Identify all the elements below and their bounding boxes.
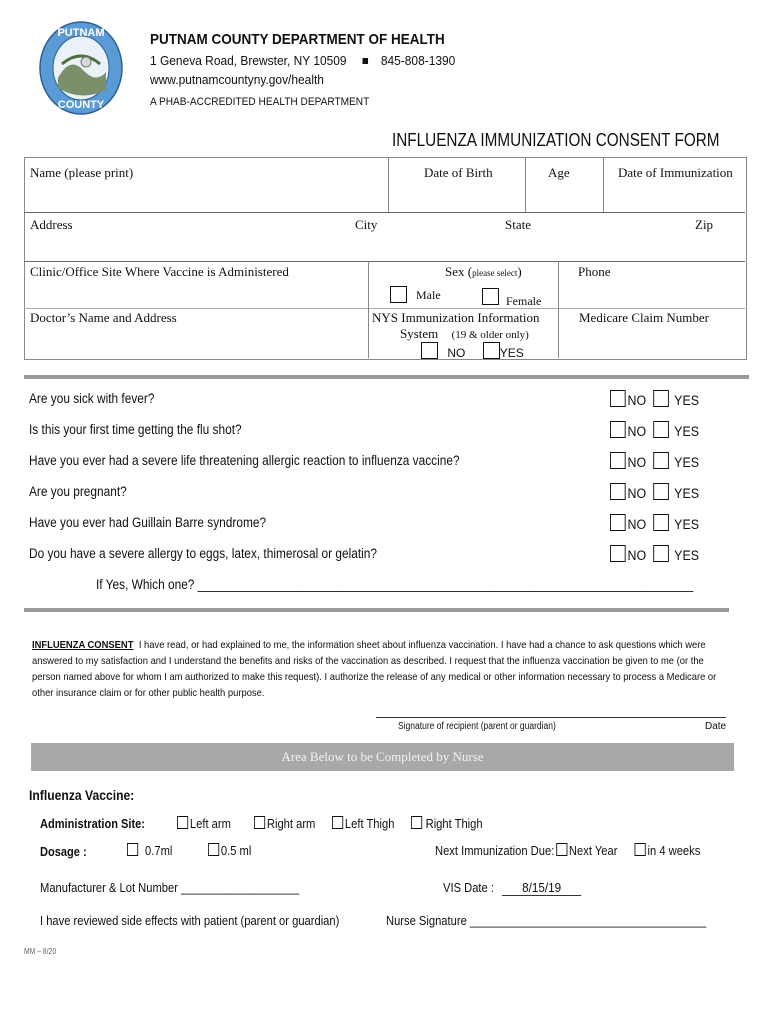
- answer-row-6: [610, 545, 699, 563]
- signature-label: Signature of recipient (parent or guardian): [398, 721, 556, 732]
- vis-date[interactable]: 8/15/19: [502, 880, 581, 896]
- q1-no-checkbox[interactable]: [610, 390, 626, 407]
- q5-no-label: NO: [627, 517, 647, 532]
- org-name: PUTNAM COUNTY DEPARTMENT OF HEALTH: [150, 31, 445, 48]
- dosage-05-label: 0.5 ml: [220, 843, 252, 858]
- answer-row-1: [610, 390, 699, 408]
- org-address: [150, 53, 455, 68]
- q1-no-label: NO: [627, 393, 647, 408]
- date-label: Date: [705, 721, 727, 732]
- right-arm-checkbox[interactable]: [254, 816, 265, 829]
- left-thigh-checkbox[interactable]: [332, 816, 343, 829]
- county-seal: [38, 20, 124, 116]
- q5-yes-label: YES: [674, 517, 700, 532]
- question-5: Have you ever had Guillain Barre syndrome?: [29, 515, 267, 530]
- q2-no-checkbox[interactable]: [610, 421, 626, 438]
- vaccine-title: Influenza Vaccine:: [29, 788, 135, 803]
- right-thigh-checkbox[interactable]: [411, 816, 422, 829]
- right-arm-label: Right arm: [266, 816, 316, 831]
- male-label: Male: [416, 288, 441, 302]
- q4-no-label: NO: [627, 486, 647, 501]
- site-right-arm[interactable]: [254, 816, 315, 831]
- sex-label-text: Sex (: [445, 264, 473, 279]
- q4-no-checkbox[interactable]: [610, 483, 626, 500]
- vis-label: VIS Date :: [443, 880, 494, 895]
- next-year-label: Next Year: [568, 843, 618, 858]
- consent-title: INFLUENZA CONSENT: [32, 639, 134, 651]
- four-weeks-checkbox[interactable]: [635, 843, 646, 856]
- footer-code: MM – 8/20: [24, 947, 57, 956]
- question-4: Are you pregnant?: [29, 484, 127, 499]
- q1-yes-label: YES: [674, 393, 700, 408]
- form-title: INFLUENZA IMMUNIZATION CONSENT FORM: [392, 130, 720, 150]
- q1-yes-checkbox[interactable]: [653, 390, 669, 407]
- q6-yes-checkbox[interactable]: [653, 545, 669, 562]
- q4-yes-checkbox[interactable]: [653, 483, 669, 500]
- phone-label: Phone: [578, 264, 611, 279]
- medicare-label: Medicare Claim Number: [579, 310, 709, 325]
- answer-row-2: [610, 421, 699, 439]
- if-yes-line[interactable]: If Yes, Which one? ___________________________________________________________________________: [96, 577, 694, 592]
- clinic-label: Clinic/Office Site Where Vaccine is Administered: [30, 264, 289, 279]
- answer-row-4: [610, 483, 699, 501]
- female-option[interactable]: [482, 288, 541, 309]
- nysiis-hint: (19 & older only): [451, 329, 529, 341]
- nysiis-system-text: System: [400, 326, 439, 341]
- bullet-icon: [363, 58, 369, 64]
- q3-no-checkbox[interactable]: [610, 452, 626, 469]
- consent-divider: [24, 608, 729, 612]
- dosage-07[interactable]: [127, 843, 172, 858]
- answer-row-3: [610, 452, 699, 470]
- side-effects-text: I have reviewed side effects with patient (parent or guardian): [40, 913, 340, 928]
- nysiis-options: [421, 342, 524, 360]
- q6-no-label: NO: [627, 548, 647, 563]
- next-year-checkbox[interactable]: [556, 843, 567, 856]
- consent-text: I have read, or had explained to me, the information sheet about influenza vaccination. I have had a chance to ask questions which were answered to my satisfaction and I understand the benefits and risks of the vaccination as described. I request that the influenza vaccination be given to me (or the person named above for whom I am authorized to make this request). I authorize the release of any medical or other information necessary to process a Medicare or other insurance claim or for other public health purpose.: [32, 639, 717, 699]
- dosage-05-checkbox[interactable]: [208, 843, 219, 856]
- dosage-05[interactable]: [208, 843, 251, 858]
- city-label: City: [355, 217, 378, 232]
- state-label: State: [505, 217, 531, 232]
- name-label: Name (please print): [30, 165, 134, 180]
- nysiis-no-checkbox[interactable]: [421, 342, 438, 359]
- doctor-label: Doctor’s Name and Address: [30, 310, 177, 325]
- q3-yes-checkbox[interactable]: [653, 452, 669, 469]
- nysiis-yes-checkbox[interactable]: [483, 342, 500, 359]
- section-divider: [24, 375, 749, 379]
- dosage-07-checkbox[interactable]: [127, 843, 138, 856]
- next-due-label: Next Immunization Due:: [435, 843, 555, 858]
- question-3: Have you ever had a severe life threatening allergic reaction to influenza vaccine?: [29, 453, 460, 468]
- site-left-arm[interactable]: [177, 816, 231, 831]
- answer-row-5: [610, 514, 699, 532]
- question-2: Is this your first time getting the flu shot?: [29, 422, 242, 437]
- left-arm-checkbox[interactable]: [177, 816, 188, 829]
- question-6: Do you have a severe allergy to eggs, latex, thimerosal or gelatin?: [29, 546, 378, 561]
- q3-no-label: NO: [627, 455, 647, 470]
- right-thigh-label: Right Thigh: [425, 816, 483, 831]
- site-left-thigh[interactable]: [332, 816, 394, 831]
- q4-yes-label: YES: [674, 486, 700, 501]
- female-checkbox[interactable]: [482, 288, 499, 305]
- date-immunization-label: Date of Immunization: [618, 165, 733, 180]
- nurse-signature-field[interactable]: Nurse Signature ______________________________________: [386, 913, 707, 928]
- next-due: [435, 843, 700, 858]
- nurse-banner: Area Below to be Completed by Nurse: [31, 743, 734, 771]
- seal-top-text: PUTNAM: [57, 27, 105, 39]
- sex-label: Sex (please select): [445, 264, 522, 279]
- zip-label: Zip: [695, 217, 714, 232]
- nysiis-label-1: NYS Immunization Information: [372, 310, 540, 325]
- age-label: Age: [548, 165, 570, 180]
- sex-hint: please select: [472, 268, 518, 278]
- site-right-thigh[interactable]: [411, 816, 483, 831]
- left-arm-label: Left arm: [189, 816, 231, 831]
- male-checkbox[interactable]: [390, 286, 407, 303]
- dosage-label: Dosage :: [40, 844, 87, 859]
- nysiis-no-label: NO: [447, 346, 466, 360]
- q5-no-checkbox[interactable]: [610, 514, 626, 531]
- dosage-07-label: 0.7ml: [145, 843, 173, 858]
- q6-yes-label: YES: [674, 548, 700, 563]
- address-text: 1 Geneva Road, Brewster, NY 10509: [150, 53, 347, 68]
- q2-yes-label: YES: [674, 424, 700, 439]
- female-label: Female: [506, 294, 542, 308]
- org-website: www.putnamcountyny.gov/health: [150, 72, 324, 87]
- q5-yes-checkbox[interactable]: [653, 514, 669, 531]
- seal-bottom-text: COUNTY: [57, 99, 105, 111]
- consent-block: [32, 637, 732, 701]
- q2-yes-checkbox[interactable]: [653, 421, 669, 438]
- phone-text: 845-808-1390: [380, 53, 456, 68]
- q6-no-checkbox[interactable]: [610, 545, 626, 562]
- question-1: Are you sick with fever?: [29, 391, 155, 406]
- q2-no-label: NO: [627, 424, 647, 439]
- admin-site-label: Administration Site:: [40, 816, 145, 831]
- nysiis-label-2: [400, 326, 529, 342]
- q3-yes-label: YES: [674, 455, 700, 470]
- patient-info-table: [24, 157, 747, 360]
- manufacturer-field[interactable]: Manufacturer & Lot Number ___________________: [40, 880, 300, 895]
- male-option[interactable]: [390, 286, 441, 305]
- left-thigh-label: Left Thigh: [344, 816, 395, 831]
- address-label: Address: [30, 217, 73, 232]
- accreditation: A PHAB-ACCREDITED HEALTH DEPARTMENT: [150, 96, 370, 108]
- four-weeks-label: in 4 weeks: [647, 843, 701, 858]
- nysiis-yes-label: YES: [499, 346, 524, 360]
- dob-label: Date of Birth: [424, 165, 493, 180]
